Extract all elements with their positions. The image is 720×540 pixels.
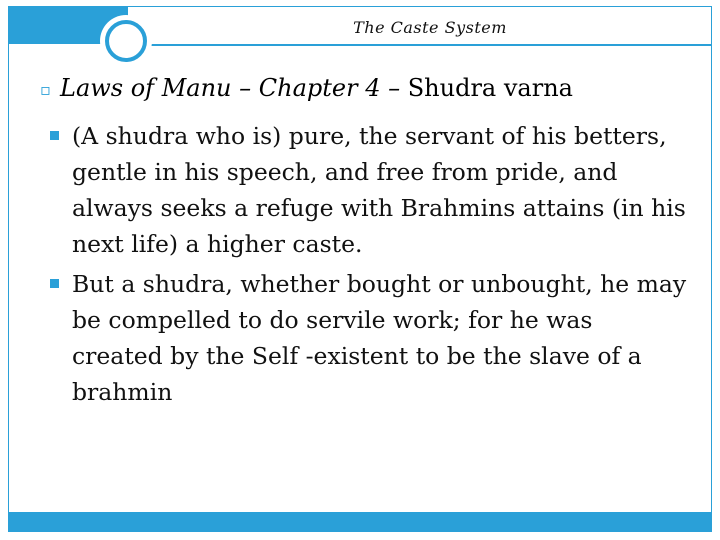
heading-plain-text: Shudra varna [400,74,573,102]
footer-band [9,512,711,531]
square-bullet-icon [50,131,59,140]
list-item [50,266,690,410]
bullet-text: (A shudra who is) pure, the servant of his betters, gentle in his speech, and free from pride, and always seeks a refuge with Brahmins attains (in his next life) a higher caste. [72,122,686,258]
slide-heading [40,74,573,102]
list-item [50,118,690,262]
bullet-text: But a shudra, whether bought or unbought, he may be compelled to do servile work; for he was created by the Self -existent to be the slave of a brahmin [72,270,687,406]
heading-italic-text: Laws of Manu – Chapter 4 – [60,74,401,102]
header-underline [128,44,711,46]
bullet-list [50,118,690,414]
header-circle-ornament [105,20,147,62]
heading-bullet-icon: ▫ [40,80,51,99]
square-bullet-icon [50,279,59,288]
header-title: The Caste System [353,18,507,37]
